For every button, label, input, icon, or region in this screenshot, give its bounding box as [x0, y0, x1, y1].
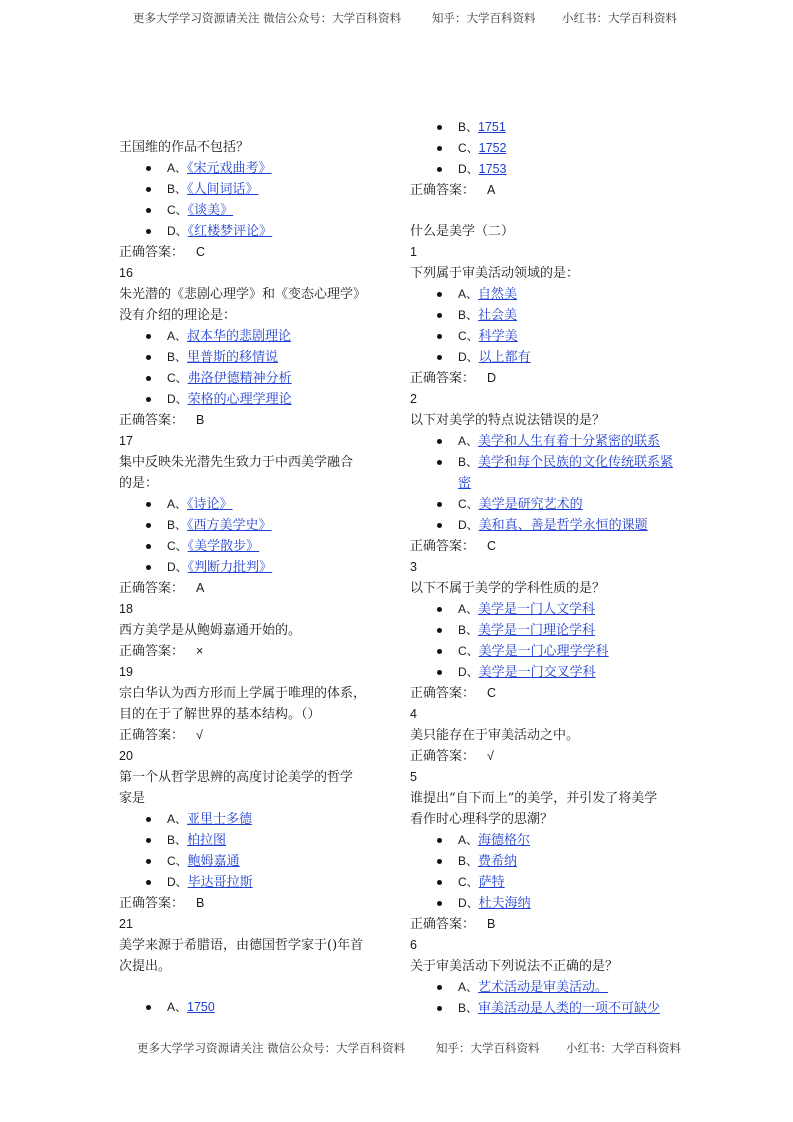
option-item	[410, 159, 685, 180]
option-link[interactable]: 1751	[478, 120, 506, 134]
option-link[interactable]: 美学和人生有着十分紧密的联系	[478, 434, 661, 449]
option-letter: C、	[458, 644, 479, 658]
question-text: 次提出。	[119, 959, 172, 974]
option-item	[410, 326, 685, 347]
answer-line	[119, 578, 394, 599]
question-text: 没有介绍的理论是：	[119, 308, 237, 323]
answer-line	[119, 641, 394, 662]
option-item	[119, 200, 394, 221]
bullet-icon	[146, 187, 151, 192]
question-text: 关于审美活动下列说法不正确的是？	[410, 959, 619, 974]
bullet-icon	[146, 544, 151, 549]
option-letter: A、	[458, 434, 479, 448]
option-item	[410, 893, 685, 914]
option-letter: D、	[167, 560, 188, 574]
option-item	[119, 158, 394, 179]
question-text: 集中反映朱光潜先生致力于中西美学融合	[119, 455, 354, 470]
option-item	[119, 389, 394, 410]
answer-line	[410, 180, 685, 201]
option-link[interactable]: 1753	[478, 162, 507, 176]
option-link[interactable]: 亚里士多德	[187, 812, 253, 827]
option-link[interactable]: 美学是一门人文学科	[478, 602, 596, 617]
option-link[interactable]: 以上都有	[478, 350, 531, 365]
option-link[interactable]: 叔本华的悲剧理论	[187, 329, 292, 344]
option-item	[410, 872, 685, 893]
option-link[interactable]: 艺术活动是审美活动。	[478, 980, 609, 995]
answer-label: 正确答案：	[119, 245, 185, 260]
question-text: 西方美学是从鲍姆嘉通开始的。	[119, 623, 302, 638]
option-item	[410, 599, 685, 620]
option-link[interactable]: 海德格尔	[478, 833, 531, 848]
bullet-icon	[146, 565, 151, 570]
bullet-icon	[437, 146, 442, 151]
option-link[interactable]: 美学是研究艺术的	[478, 497, 583, 512]
option-link[interactable]: 美学是一门理论学科	[478, 623, 596, 638]
question-text: 下列属于审美活动领域的是：	[410, 266, 580, 281]
option-link[interactable]: 萨特	[478, 875, 505, 890]
option-item	[410, 515, 685, 536]
footer-zhihu-text: 知乎：大学百科资料	[436, 1041, 540, 1055]
question-number: 16	[119, 266, 133, 280]
question-text: 的是：	[119, 476, 159, 491]
option-letter: A、	[167, 497, 188, 511]
question-number: 5	[410, 770, 417, 784]
question-text: 美学来源于希腊语，由德国哲学家于()年首	[119, 938, 364, 953]
answer-value: A	[196, 581, 205, 595]
option-letter: D、	[458, 162, 479, 176]
option-link[interactable]: 美和真、善是哲学永恒的课题	[478, 518, 648, 533]
footer-wechat-text: 更多大学学习资源请关注 微信公众号：大学百科资料	[137, 1041, 406, 1055]
option-letter: C、	[167, 854, 188, 868]
page-header	[0, 7, 793, 27]
option-link[interactable]: 1752	[478, 141, 507, 155]
option-letter: D、	[167, 392, 188, 406]
option-link[interactable]: 《判断力批判》	[187, 560, 273, 575]
answer-value: C	[487, 686, 497, 700]
question-number: 3	[410, 560, 417, 574]
option-letter: B、	[167, 833, 188, 847]
option-item	[410, 284, 685, 305]
answer-line	[119, 242, 394, 263]
option-link[interactable]: 社会美	[478, 308, 518, 323]
bullet-icon	[146, 1005, 151, 1010]
option-item	[119, 368, 394, 389]
option-letter: B、	[167, 518, 188, 532]
question-text: 看作时心理科学的思潮？	[410, 812, 554, 827]
option-item	[119, 347, 394, 368]
section-title: 什么是美学（二）	[410, 224, 515, 239]
option-item	[410, 431, 685, 452]
option-item	[410, 117, 685, 138]
option-item	[119, 851, 394, 872]
option-item	[119, 997, 394, 1018]
question-text: 王国维的作品不包括？	[119, 140, 250, 155]
option-item	[119, 809, 394, 830]
option-letter: C、	[167, 371, 188, 385]
option-item	[119, 179, 394, 200]
option-letter: A、	[167, 329, 188, 343]
option-item	[410, 305, 685, 326]
option-letter: D、	[458, 518, 479, 532]
bullet-icon	[437, 901, 442, 906]
bullet-icon	[146, 355, 151, 360]
answer-label: 正确答案：	[410, 371, 476, 386]
bullet-icon	[437, 649, 442, 654]
option-item	[119, 326, 394, 347]
option-letter: B、	[458, 308, 479, 322]
option-item	[410, 138, 685, 159]
option-link[interactable]: 费希纳	[478, 854, 518, 869]
bullet-icon	[437, 292, 442, 297]
option-letter: A、	[458, 287, 479, 301]
bullet-icon	[146, 838, 151, 843]
bullet-icon	[146, 817, 151, 822]
right-column	[410, 117, 685, 1019]
bullet-icon	[437, 523, 442, 528]
bullet-icon	[437, 125, 442, 130]
bullet-icon	[437, 670, 442, 675]
option-letter: B、	[458, 120, 479, 134]
question-number: 4	[410, 707, 417, 721]
question-text: 家是	[119, 791, 146, 806]
footer-xiaohongshu-text: 小红书：大学百科资料	[566, 1041, 681, 1055]
answer-value: √	[196, 728, 203, 742]
header-wechat-text: 更多大学学习资源请关注 微信公众号：大学百科资料	[133, 11, 402, 25]
answer-value: C	[196, 245, 206, 259]
question-text: 宗白华认为西方形而上学属于唯理的体系，	[119, 686, 367, 701]
option-letter: B、	[167, 350, 188, 364]
option-letter: A、	[167, 812, 188, 826]
question-text: 以下不属于美学的学科性质的是？	[410, 581, 606, 596]
question-text: 以下对美学的特点说法错误的是？	[410, 413, 606, 428]
bullet-icon	[146, 229, 151, 234]
bullet-icon	[437, 985, 442, 990]
option-letter: B、	[458, 1001, 479, 1015]
question-number: 18	[119, 602, 133, 616]
option-letter: B、	[458, 854, 479, 868]
option-letter: C、	[458, 141, 479, 155]
bullet-icon	[437, 628, 442, 633]
answer-label: 正确答案：	[119, 413, 185, 428]
bullet-icon	[437, 439, 442, 444]
option-link[interactable]: 鲍姆嘉通	[187, 854, 240, 869]
option-item	[410, 452, 685, 494]
question-text: 美只能存在于审美活动之中。	[410, 728, 580, 743]
header-xiaohongshu-text: 小红书：大学百科资料	[562, 11, 677, 25]
option-letter: B、	[167, 182, 188, 196]
bullet-icon	[146, 880, 151, 885]
answer-line	[119, 893, 394, 914]
bullet-icon	[146, 523, 151, 528]
question-text: 谁提出“自下而上”的美学，并引发了将美学	[410, 791, 658, 806]
answer-label: 正确答案：	[410, 749, 476, 764]
option-letter: B、	[458, 623, 479, 637]
answer-label: 正确答案：	[410, 183, 476, 198]
option-item	[119, 494, 394, 515]
question-number: 2	[410, 392, 417, 406]
bullet-icon	[437, 502, 442, 507]
bullet-icon	[437, 880, 442, 885]
bullet-icon	[437, 859, 442, 864]
question-text: 朱光潜的《悲剧心理学》和《变态心理学》	[119, 287, 367, 302]
answer-line	[119, 725, 394, 746]
option-letter: D、	[458, 665, 479, 679]
question-number: 20	[119, 749, 133, 763]
option-letter: A、	[167, 1000, 188, 1014]
option-item	[410, 347, 685, 368]
answer-value: B	[487, 917, 496, 931]
question-number: 1	[410, 245, 417, 259]
bullet-icon	[437, 838, 442, 843]
option-link[interactable]: 里普斯的移情说	[187, 350, 279, 365]
question-number: 17	[119, 434, 133, 448]
bullet-icon	[437, 313, 442, 318]
bullet-icon	[146, 166, 151, 171]
option-link[interactable]: 柏拉图	[187, 833, 227, 848]
answer-label: 正确答案：	[119, 644, 185, 659]
answer-label: 正确答案：	[410, 539, 476, 554]
answer-value: C	[487, 539, 497, 553]
option-letter: D、	[167, 224, 188, 238]
answer-value: D	[487, 371, 497, 385]
option-letter: D、	[458, 350, 479, 364]
option-item	[119, 515, 394, 536]
option-item	[119, 830, 394, 851]
bullet-icon	[146, 334, 151, 339]
option-link[interactable]: 美学是一门心理学学科	[478, 644, 609, 659]
bullet-icon	[437, 607, 442, 612]
page-footer	[0, 1037, 793, 1057]
option-link[interactable]: 《红楼梦评论》	[187, 224, 273, 239]
option-item	[410, 494, 685, 515]
option-letter: C、	[167, 539, 188, 553]
answer-value: B	[196, 896, 205, 910]
bullet-icon	[146, 376, 151, 381]
option-letter: A、	[458, 980, 479, 994]
answer-line	[410, 536, 685, 557]
option-letter: C、	[458, 497, 479, 511]
option-item	[410, 977, 685, 998]
option-letter: B、	[458, 455, 479, 469]
answer-label: 正确答案：	[410, 917, 476, 932]
answer-line	[410, 746, 685, 767]
option-link[interactable]: 《诗论》	[187, 497, 233, 512]
option-item	[119, 536, 394, 557]
answer-label: 正确答案：	[410, 686, 476, 701]
option-item	[119, 221, 394, 242]
answer-line	[410, 683, 685, 704]
header-zhihu-text: 知乎：大学百科资料	[432, 11, 536, 25]
option-letter: A、	[458, 602, 479, 616]
option-link[interactable]: 科学美	[478, 329, 518, 344]
option-link[interactable]: 自然美	[478, 287, 518, 302]
answer-label: 正确答案：	[119, 896, 185, 911]
answer-label: 正确答案：	[119, 581, 185, 596]
question-number: 6	[410, 938, 417, 952]
answer-value: ×	[196, 644, 204, 658]
option-letter: D、	[458, 896, 479, 910]
option-link[interactable]: 杜夫海纳	[478, 896, 531, 911]
bullet-icon	[146, 208, 151, 213]
option-link[interactable]: 弗洛伊德精神分析	[187, 371, 292, 386]
option-link[interactable]: 美学和每个民族的文化传统联系紧密	[458, 455, 674, 491]
option-item	[410, 641, 685, 662]
option-link[interactable]: 荣格的心理学理论	[187, 392, 292, 407]
option-link[interactable]: 《西方美学史》	[187, 518, 272, 533]
option-letter: C、	[458, 329, 479, 343]
option-letter: C、	[167, 203, 188, 217]
answer-line	[410, 368, 685, 389]
option-link[interactable]: 《宋元戏曲考》	[187, 161, 272, 176]
option-item	[410, 620, 685, 641]
bullet-icon	[146, 859, 151, 864]
option-item	[119, 557, 394, 578]
bullet-icon	[146, 397, 151, 402]
bullet-icon	[146, 502, 151, 507]
answer-line	[119, 410, 394, 431]
option-letter: C、	[458, 875, 479, 889]
option-letter: A、	[458, 833, 479, 847]
bullet-icon	[437, 167, 442, 172]
question-number: 21	[119, 917, 133, 931]
bullet-icon	[437, 1006, 442, 1011]
option-link[interactable]: 美学是一门交叉学科	[478, 665, 596, 680]
option-item	[119, 872, 394, 893]
option-item	[410, 998, 685, 1019]
option-letter: D、	[167, 875, 188, 889]
answer-label: 正确答案：	[119, 728, 185, 743]
option-item	[410, 851, 685, 872]
answer-value: A	[487, 183, 496, 197]
option-link[interactable]: 审美活动是人类的一项不可缺少	[478, 1001, 661, 1016]
bullet-icon	[437, 355, 442, 360]
left-column	[119, 137, 394, 1018]
question-text: 第一个从哲学思辨的高度讨论美学的哲学	[119, 770, 354, 785]
question-text: 目的在于了解世界的基本结构。（）	[119, 707, 321, 722]
option-link[interactable]: 毕达哥拉斯	[187, 875, 253, 890]
option-link[interactable]: 《谈美》	[187, 203, 234, 218]
option-link[interactable]: 《美学散步》	[187, 539, 260, 554]
answer-line	[410, 914, 685, 935]
answer-value: B	[196, 413, 205, 427]
answer-value: √	[487, 749, 494, 763]
option-item	[410, 662, 685, 683]
option-letter: A、	[167, 161, 188, 175]
bullet-icon	[437, 460, 442, 465]
question-number: 19	[119, 665, 133, 679]
option-item	[410, 830, 685, 851]
bullet-icon	[437, 334, 442, 339]
option-link[interactable]: 1750	[187, 1000, 215, 1014]
option-link[interactable]: 《人间词话》	[187, 182, 259, 197]
